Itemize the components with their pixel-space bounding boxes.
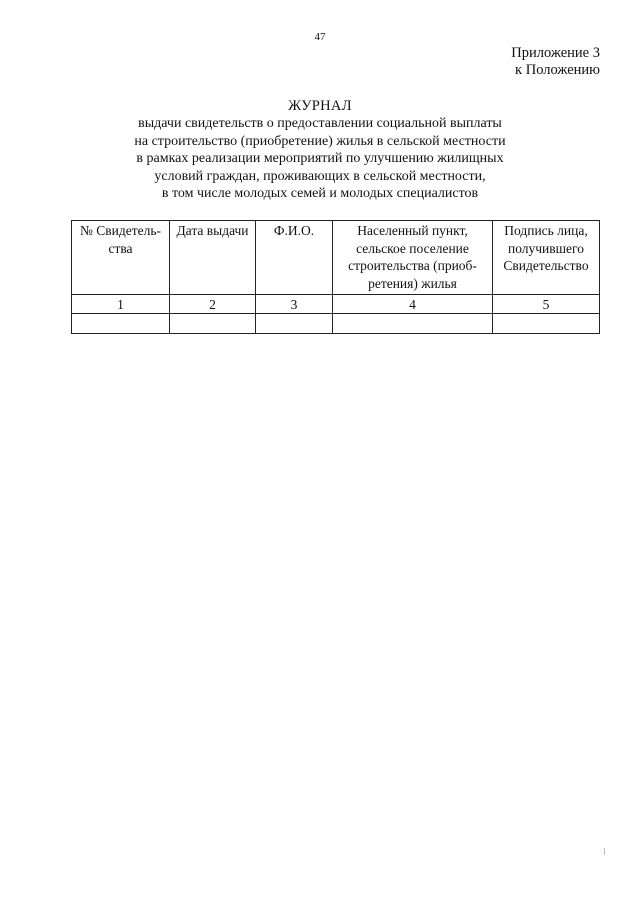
scan-artifact bbox=[604, 848, 605, 855]
subtitle-line: условий граждан, проживающих в сельской местности, bbox=[154, 168, 486, 184]
header-text: Свидетельство bbox=[503, 258, 589, 273]
column-number: 4 bbox=[333, 295, 493, 314]
header-text: строительства (приоб- bbox=[348, 258, 477, 273]
column-number: 3 bbox=[256, 295, 333, 314]
appendix-line-2: к Положению bbox=[515, 62, 600, 78]
subtitle-line: выдачи свидетельств о предоставлении социальной выплаты bbox=[138, 116, 502, 131]
appendix-reference bbox=[511, 45, 600, 79]
header-text: Ф.И.О. bbox=[273, 223, 315, 238]
table-cell bbox=[333, 314, 493, 334]
header-text: Дата выдачи bbox=[176, 223, 249, 238]
column-number-row bbox=[72, 295, 600, 314]
table-row bbox=[72, 314, 600, 334]
header-certificate-number bbox=[72, 221, 170, 295]
header-recipient-signature bbox=[493, 221, 600, 295]
header-issue-date bbox=[170, 221, 256, 295]
header-text: Подпись лица, bbox=[504, 223, 588, 238]
appendix-line-1: Приложение 3 bbox=[511, 45, 600, 61]
table-cell bbox=[72, 314, 170, 334]
subtitle-line: на строительство (приобретение) жилья в сельской местности bbox=[134, 133, 506, 149]
column-number: 2 bbox=[170, 295, 256, 314]
column-number: 1 bbox=[72, 295, 170, 314]
header-text: Населенный пункт, bbox=[357, 223, 468, 238]
journal-table bbox=[71, 220, 600, 334]
table-header-row bbox=[72, 221, 600, 295]
subtitle-line: в рамках реализации мероприятий по улучшению жилищных bbox=[136, 151, 504, 167]
subtitle-line: в том числе молодых семей и молодых специалистов bbox=[161, 186, 479, 202]
journal-subtitle bbox=[0, 115, 640, 203]
page-number: 47 bbox=[314, 31, 326, 43]
table-cell bbox=[493, 314, 600, 334]
header-text: № Свидетель- bbox=[80, 223, 161, 238]
table-cell bbox=[256, 314, 333, 334]
header-text: ства bbox=[108, 240, 133, 256]
table-cell bbox=[170, 314, 256, 334]
header-text: получившего bbox=[507, 240, 584, 256]
header-full-name bbox=[256, 221, 333, 295]
header-text: сельское поселение bbox=[356, 240, 469, 256]
header-settlement bbox=[333, 221, 493, 295]
header-text: ретения) жилья bbox=[368, 275, 457, 291]
journal-title: ЖУРНАЛ bbox=[288, 98, 352, 114]
column-number: 5 bbox=[493, 295, 600, 314]
